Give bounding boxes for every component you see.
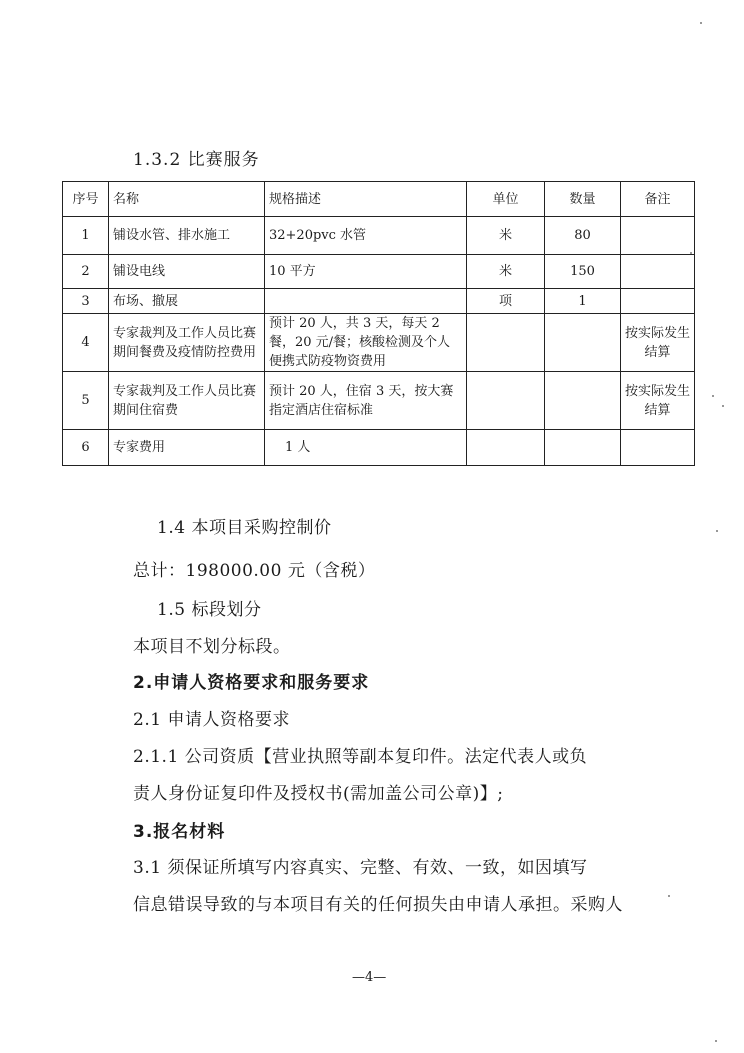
cell-unit: 米 bbox=[467, 217, 545, 255]
cell-note bbox=[621, 289, 695, 314]
section-heading-1-3-2: 1.3.2 比赛服务 bbox=[133, 150, 260, 170]
cell-qty bbox=[545, 430, 621, 466]
cell-unit bbox=[467, 314, 545, 372]
cell-spec: 1 人 bbox=[265, 430, 467, 466]
cell-spec: 预计 20 人，共 3 天，每天 2 餐，20 元/餐；核酸检测及个人便携式防疫物资费用 bbox=[265, 314, 467, 372]
cell-no: 2 bbox=[63, 255, 109, 289]
cell-spec bbox=[265, 289, 467, 314]
cell-name: 专家裁判及工作人员比赛期间餐费及疫情防控费用 bbox=[109, 314, 265, 372]
cell-no: 3 bbox=[63, 289, 109, 314]
header-note: 备注 bbox=[621, 182, 695, 217]
cell-spec: 32+20pvc 水管 bbox=[265, 217, 467, 255]
cell-unit: 项 bbox=[467, 289, 545, 314]
table-row bbox=[63, 255, 695, 289]
cell-name: 布场、撤展 bbox=[109, 289, 265, 314]
service-table bbox=[62, 181, 695, 466]
scan-speck bbox=[700, 22, 702, 24]
cell-qty: 80 bbox=[545, 217, 621, 255]
section-1-5-heading: 1.5 标段划分 bbox=[157, 600, 262, 620]
cell-name: 专家费用 bbox=[109, 430, 265, 466]
section-2-1-heading: 2.1 申请人资格要求 bbox=[133, 710, 290, 730]
cell-qty: 1 bbox=[545, 289, 621, 314]
header-no: 序号 bbox=[63, 182, 109, 217]
section-2-1-1-line1: 2.1.1 公司资质【营业执照等副本复印件。法定代表人或负 bbox=[133, 747, 588, 767]
table-row bbox=[63, 430, 695, 466]
header-name: 名称 bbox=[109, 182, 265, 217]
section-3-1-line2: 信息错误导致的与本项目有关的任何损失由申请人承担。采购人 bbox=[133, 895, 623, 915]
cell-spec: 预计 20 人，住宿 3 天，按大赛指定酒店住宿标准 bbox=[265, 372, 467, 430]
scan-speck bbox=[722, 405, 724, 407]
cell-qty bbox=[545, 372, 621, 430]
cell-note bbox=[621, 217, 695, 255]
section-3-1-line1: 3.1 须保证所填写内容真实、完整、有效、一致，如因填写 bbox=[133, 858, 588, 878]
cell-note: 按实际发生结算 bbox=[621, 314, 695, 372]
scan-speck bbox=[715, 1040, 717, 1042]
header-spec: 规格描述 bbox=[265, 182, 467, 217]
page-number: —4— bbox=[352, 970, 387, 985]
cell-no: 5 bbox=[63, 372, 109, 430]
section-2-1-1-line2: 责人身份证复印件及授权书(需加盖公司公章)】; bbox=[133, 784, 504, 804]
cell-qty: 150 bbox=[545, 255, 621, 289]
cell-name: 专家裁判及工作人员比赛期间住宿费 bbox=[109, 372, 265, 430]
total-price: 总计：198000.00 元（含税） bbox=[133, 561, 376, 581]
header-qty: 数量 bbox=[545, 182, 621, 217]
cell-no: 6 bbox=[63, 430, 109, 466]
cell-unit: 米 bbox=[467, 255, 545, 289]
scan-speck bbox=[716, 530, 718, 532]
scan-speck bbox=[712, 395, 714, 397]
cell-spec: 10 平方 bbox=[265, 255, 467, 289]
section-3-heading: 3.报名材料 bbox=[133, 822, 226, 842]
no-split-text: 本项目不划分标段。 bbox=[133, 637, 291, 657]
cell-note: 按实际发生结算 bbox=[621, 372, 695, 430]
cell-note bbox=[621, 255, 695, 289]
section-1-4-heading: 1.4 本项目采购控制价 bbox=[157, 518, 332, 538]
cell-note bbox=[621, 430, 695, 466]
cell-unit bbox=[467, 430, 545, 466]
table-row bbox=[63, 217, 695, 255]
cell-name: 铺设水管、排水施工 bbox=[109, 217, 265, 255]
cell-qty bbox=[545, 314, 621, 372]
table-row bbox=[63, 372, 695, 430]
section-2-heading: 2.申请人资格要求和服务要求 bbox=[133, 673, 370, 693]
table-row bbox=[63, 314, 695, 372]
cell-no: 4 bbox=[63, 314, 109, 372]
table-row bbox=[63, 289, 695, 314]
cell-no: 1 bbox=[63, 217, 109, 255]
cell-unit bbox=[467, 372, 545, 430]
table-header-row bbox=[63, 182, 695, 217]
scan-speck bbox=[668, 895, 670, 897]
header-unit: 单位 bbox=[467, 182, 545, 217]
cell-name: 铺设电线 bbox=[109, 255, 265, 289]
